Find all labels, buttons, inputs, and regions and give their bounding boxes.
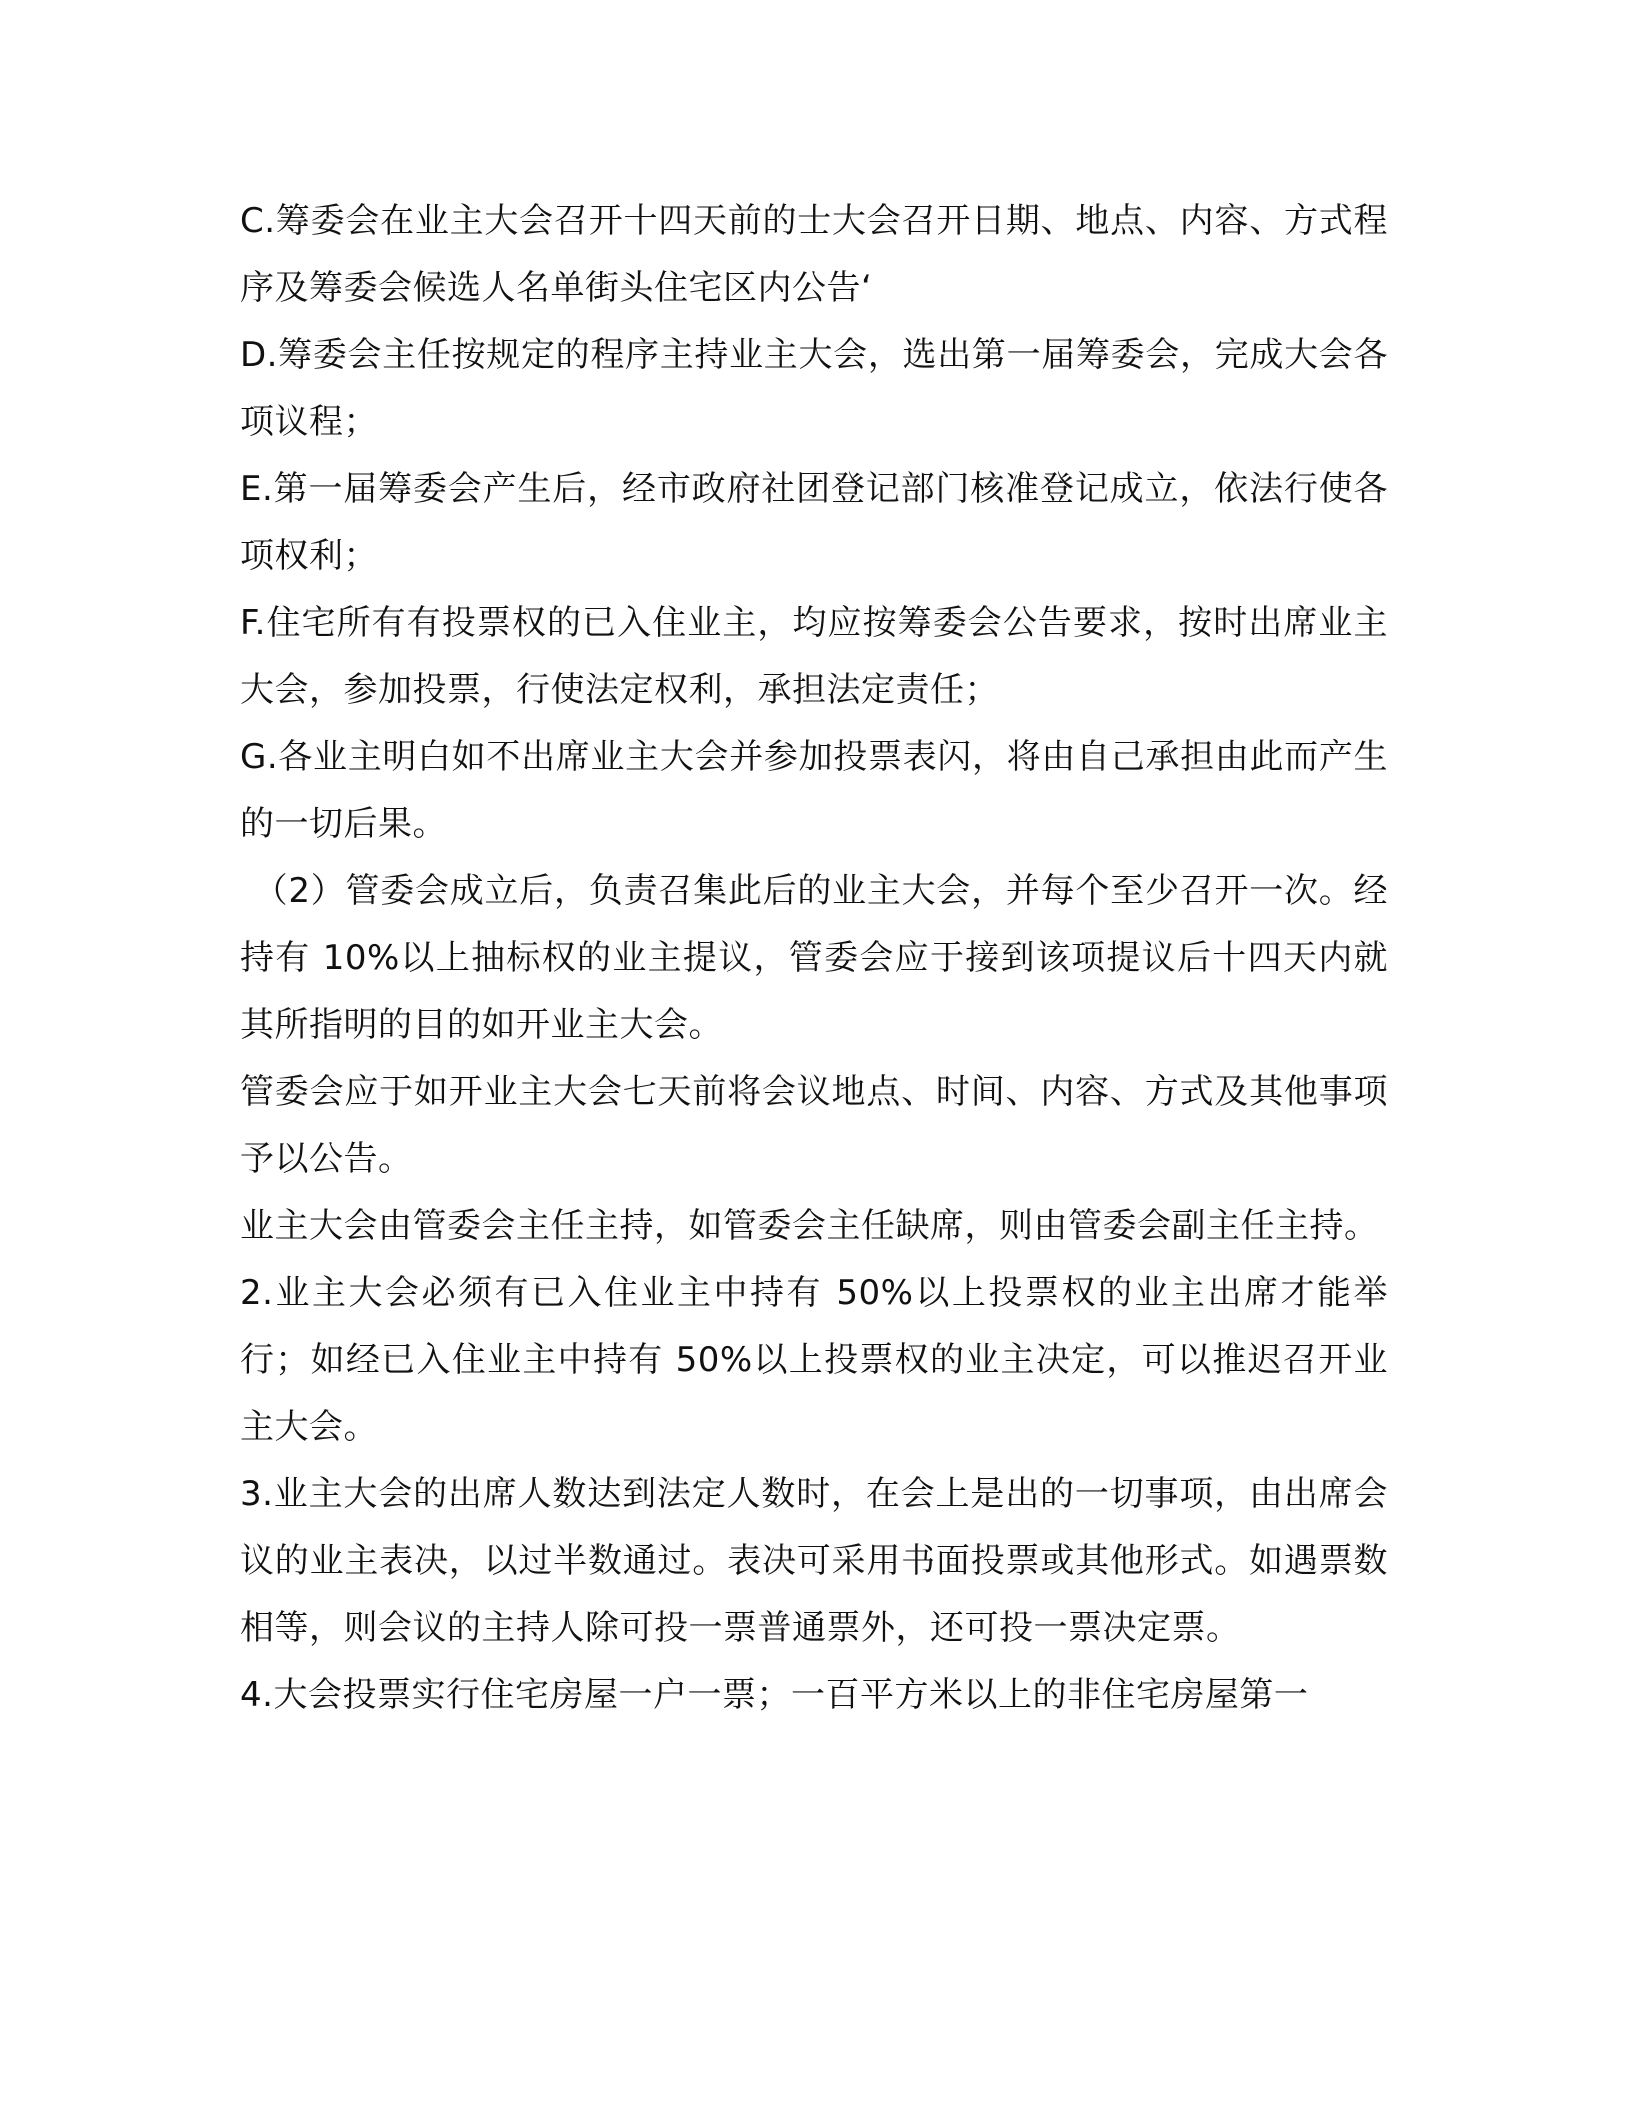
paragraph-item-c: C.筹委会在业主大会召开十四天前的士大会召开日期、地点、内容、方式程序及筹委会候选人名单街头住宅区内公告‘ (240, 201, 1388, 308)
paragraph-item-4: 4.大会投票实行住宅房屋一户一票；一百平方米以上的非住宅房屋第一 (240, 1675, 1309, 1715)
paragraph-item-d: D.筹委会主任按规定的程序主持业主大会，选出第一届筹委会，完成大会各项议程； (240, 335, 1388, 442)
paragraph-item-f: F.住宅所有有投票权的已入住业主，均应按筹委会公告要求，按时出席业主大会，参加投票，行使法定权利，承担法定责任； (240, 603, 1388, 710)
paragraph-item-3: 3.业主大会的出席人数达到法定人数时，在会上是出的一切事项，由出席会议的业主表决，以过半数通过。表决可采用书面投票或其他形式。如遇票数相等，则会议的主持人除可投一票普通票外，还可投一票决定票。 (240, 1474, 1388, 1648)
paragraph-item-e: E.第一届筹委会产生后，经市政府社团登记部门核准登记成立，依法行使各项权利； (240, 469, 1388, 576)
paragraph-item-g: G.各业主明白如不出席业主大会并参加投票表闪，将由自己承担由此而产生的一切后果。 (240, 737, 1388, 844)
paragraph-chair: 业主大会由管委会主任主持，如管委会主任缺席，则由管委会副主任主持。 (240, 1206, 1379, 1246)
paragraph-item-2: 2.业主大会必须有已入住业主中持有 50%以上投票权的业主出席才能举行；如经已入住业主中持有 50%以上投票权的业主决定，可以推迟召开业主大会。 (240, 1273, 1388, 1447)
paragraph-section-2: （2）管委会成立后，负责召集此后的业主大会，并每个至少召开一次。经持有 10%以上抽标权的业主提议，管委会应于接到该项提议后十四天内就其所指明的目的如开业主大会。 (240, 871, 1388, 1045)
document-body (240, 188, 1388, 1729)
paragraph-announcement: 管委会应于如开业主大会七天前将会议地点、时间、内容、方式及其他事项予以公告。 (240, 1072, 1388, 1179)
